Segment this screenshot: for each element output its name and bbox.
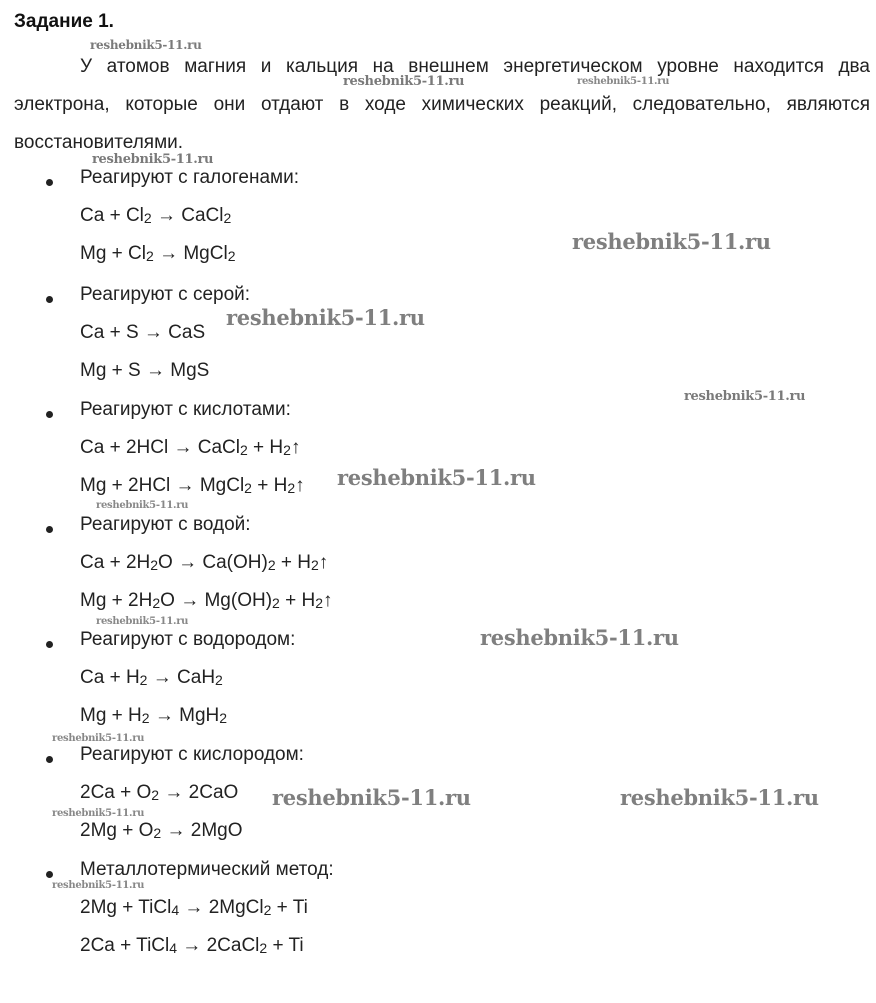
- formula-text: Ca + Cl: [80, 205, 144, 226]
- subscript: 2: [272, 595, 280, 611]
- watermark: reshebnik5-11.ru: [343, 74, 465, 89]
- formula-text: + H: [279, 590, 316, 611]
- subscript: 2: [139, 672, 148, 688]
- equation: [80, 322, 205, 344]
- equation: [80, 243, 236, 265]
- subscript: 2: [239, 442, 248, 458]
- section-label: Реагируют с кислотами:: [80, 399, 291, 420]
- equation: [80, 667, 223, 689]
- subscript: 2: [283, 442, 291, 458]
- subscript: 2: [153, 825, 162, 841]
- section-label: Реагируют с кислородом:: [80, 744, 304, 765]
- watermark: reshebnik5-11.ru: [272, 785, 471, 810]
- section-label: Реагируют с галогенами:: [80, 167, 300, 188]
- formula-text: → 2MgCl: [179, 897, 264, 918]
- formula-text: Ca + 2HCl → CaCl: [80, 437, 240, 458]
- formula-text: → 2MgO: [161, 820, 243, 841]
- subscript: 2: [287, 480, 296, 496]
- watermark: reshebnik5-11.ru: [577, 76, 670, 87]
- equation: [80, 935, 304, 957]
- watermark: reshebnik5-11.ru: [96, 500, 189, 511]
- formula-text: O → Mg(OH): [160, 590, 273, 611]
- subscript: 2: [227, 248, 236, 264]
- formula-text: 2Mg + O: [80, 820, 154, 841]
- subscript: 2: [143, 210, 152, 226]
- equation: [80, 437, 300, 459]
- formula-text: + H: [275, 552, 311, 573]
- watermark: reshebnik5-11.ru: [92, 152, 214, 167]
- subscript: 2: [141, 710, 150, 726]
- formula-text: → 2CaCl: [177, 935, 260, 956]
- bullet-icon: [46, 756, 53, 763]
- formula-text: → 2CaO: [159, 782, 239, 803]
- subscript: 2: [315, 595, 323, 611]
- formula-text: → MgH: [149, 705, 220, 726]
- formula-text: ↑: [318, 552, 329, 573]
- watermark: reshebnik5-11.ru: [52, 880, 145, 891]
- formula-text: Mg + Cl: [80, 243, 146, 264]
- watermark: reshebnik5-11.ru: [90, 38, 202, 52]
- subscript: 4: [169, 940, 178, 956]
- formula-text: Ca + H: [80, 667, 140, 688]
- subscript: 4: [171, 902, 180, 918]
- subscript: 2: [150, 557, 159, 573]
- equation: [80, 705, 227, 727]
- subscript: 2: [310, 557, 319, 573]
- section-label: Реагируют с водой:: [80, 514, 251, 535]
- bullet-icon: [46, 411, 53, 418]
- subscript: 2: [151, 787, 160, 803]
- formula-text: Mg + 2HCl → MgCl: [80, 475, 245, 496]
- bullet-icon: [46, 641, 53, 648]
- equation: [80, 820, 243, 842]
- equation: [80, 782, 238, 804]
- formula-text: Ca + 2H: [80, 552, 151, 573]
- intro-paragraph: У атомов магния и кальция на внешнем энергетическом уровне находится два электрона, которые они отдают в ходе химических реакций, следовательно, являются восстановителями.: [14, 56, 870, 153]
- subscript: 2: [263, 902, 272, 918]
- formula-text: O → Ca(OH): [158, 552, 268, 573]
- formula-text: → CaH: [147, 667, 216, 688]
- equation: [80, 590, 333, 612]
- formula-text: + Ti: [267, 935, 304, 956]
- subscript: 2: [223, 210, 232, 226]
- watermark: reshebnik5-11.ru: [337, 465, 536, 490]
- section-label: Реагируют с серой:: [80, 284, 251, 305]
- subscript: 2: [259, 940, 268, 956]
- formula-text: Mg + S → MgS: [80, 360, 210, 381]
- section-label: Металлотермический метод:: [80, 859, 334, 880]
- subscript: 2: [244, 480, 252, 496]
- formula-text: ↑: [323, 590, 333, 611]
- watermark: reshebnik5-11.ru: [684, 389, 806, 404]
- formula-text: ↑: [290, 437, 301, 458]
- watermark: reshebnik5-11.ru: [480, 625, 679, 650]
- section-label: Реагируют с водородом:: [80, 629, 296, 650]
- formula-text: 2Ca + O: [80, 782, 152, 803]
- formula-text: 2Mg + TiCl: [80, 897, 172, 918]
- watermark: reshebnik5-11.ru: [620, 785, 819, 810]
- formula-text: + H: [247, 437, 284, 458]
- bullet-icon: [46, 871, 53, 878]
- watermark: reshebnik5-11.ru: [572, 229, 771, 254]
- watermark: reshebnik5-11.ru: [226, 305, 425, 330]
- subscript: 2: [219, 710, 228, 726]
- watermark: reshebnik5-11.ru: [52, 733, 145, 744]
- bullet-icon: [46, 526, 53, 533]
- subscript: 2: [146, 248, 154, 264]
- equation: [80, 552, 328, 574]
- task-title: Задание 1.: [14, 11, 114, 32]
- formula-text: Mg + H: [80, 705, 142, 726]
- formula-text: Mg + 2H: [80, 590, 153, 611]
- subscript: 2: [215, 672, 223, 688]
- equation: [80, 360, 209, 382]
- equation: [80, 475, 305, 497]
- formula-text: 2Ca + TiCl: [80, 935, 170, 956]
- watermark: reshebnik5-11.ru: [52, 808, 145, 819]
- watermark: reshebnik5-11.ru: [96, 616, 189, 627]
- bullet-icon: [46, 296, 53, 303]
- subscript: 2: [152, 595, 161, 611]
- equation: [80, 897, 308, 919]
- formula-text: + H: [251, 475, 288, 496]
- formula-text: Ca + S → CaS: [80, 322, 206, 343]
- subscript: 2: [267, 557, 276, 573]
- formula-text: → CaCl: [151, 205, 224, 226]
- formula-text: + Ti: [271, 897, 308, 918]
- equation: [80, 205, 231, 227]
- formula-text: → MgCl: [153, 243, 228, 264]
- bullet-icon: [46, 179, 53, 186]
- formula-text: ↑: [295, 475, 305, 496]
